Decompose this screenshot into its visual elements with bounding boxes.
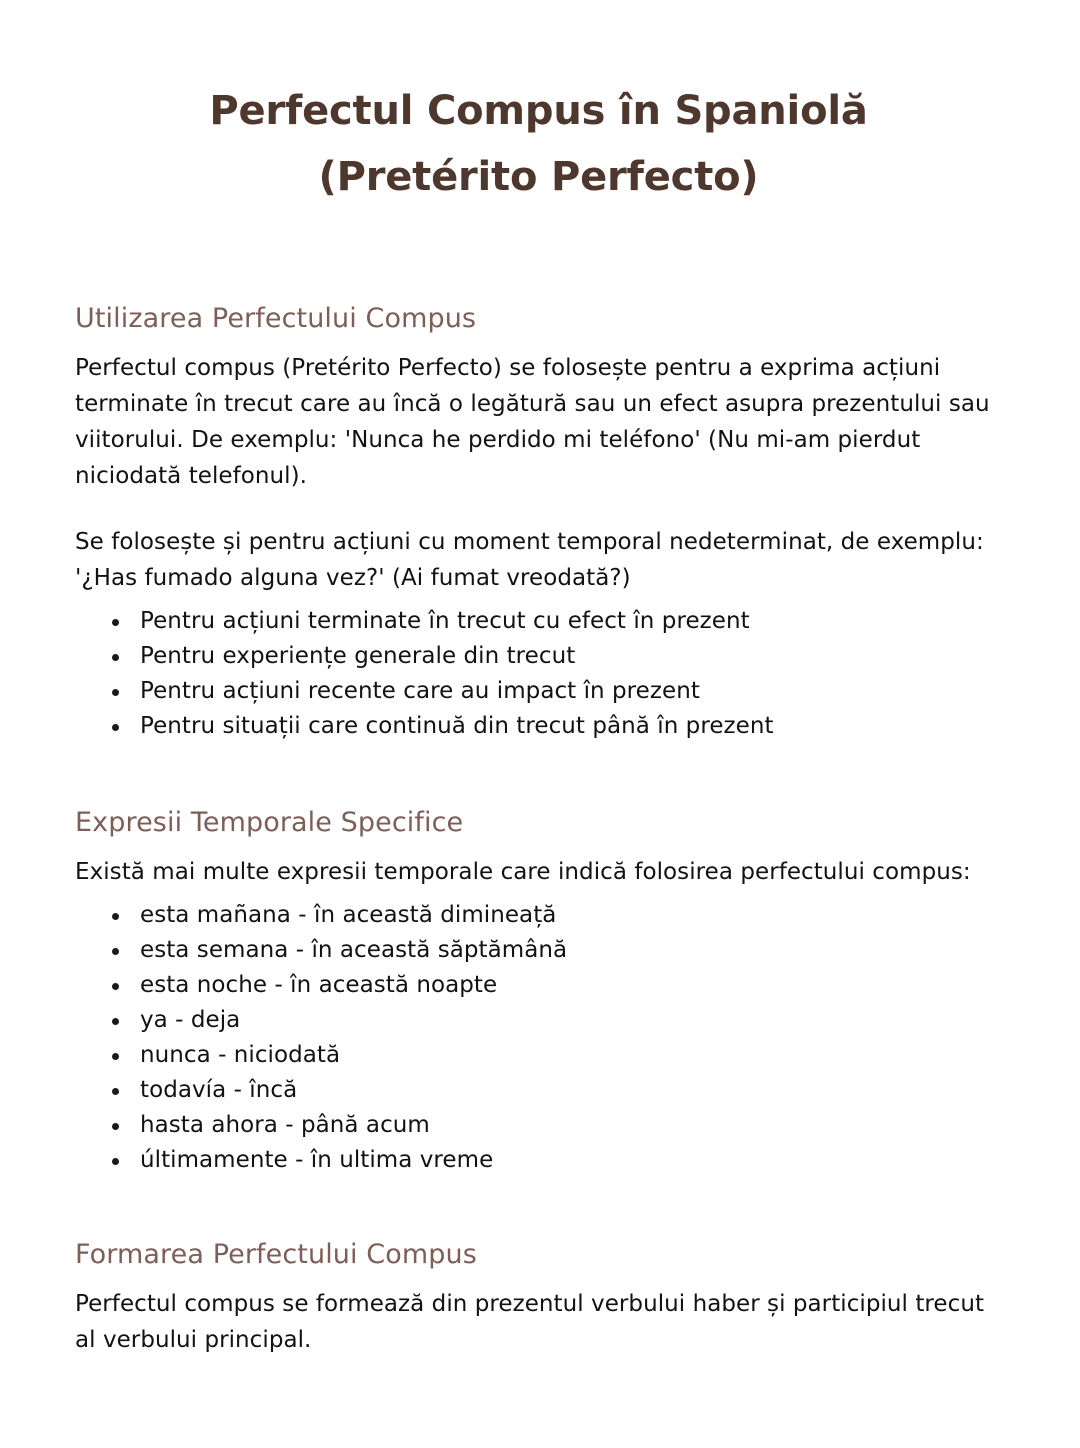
list-item: hasta ahora - până acum bbox=[75, 1108, 1002, 1143]
paragraph: Perfectul compus (Pretérito Perfecto) se folosește pentru a exprima acțiuni terminate în trecut care au încă o legătură sau un efect asupra prezentului sau viitorului. De exemplu: 'Nunca he perdido mi teléfono' (Nu mi-am pierdut niciodată telefonul). bbox=[75, 355, 990, 489]
list-item: esta semana - în această săptămână bbox=[75, 933, 1002, 968]
paragraph: Se folosește și pentru acțiuni cu moment temporal nedeterminat, de exemplu: '¿Has fumado alguna vez?' (Ai fumat vreodată?) bbox=[75, 529, 984, 591]
list-item: Pentru situații care continuă din trecut până în prezent bbox=[75, 709, 1002, 744]
bullet-list-expresii bbox=[75, 898, 1002, 1178]
list-item: Pentru acțiuni terminate în trecut cu efect în prezent bbox=[75, 604, 1002, 639]
paragraph: Există mai multe expresii temporale care indică folosirea perfectului compus: bbox=[75, 859, 971, 885]
list-item: Pentru acțiuni recente care au impact în prezent bbox=[75, 674, 1002, 709]
list-item: Pentru experiențe generale din trecut bbox=[75, 639, 1002, 674]
page-title: Perfectul Compus în Spaniolă (Pretérito Perfecto) bbox=[209, 88, 868, 200]
section-heading-expresii: Expresii Temporale Specifice bbox=[75, 807, 464, 838]
page-bottom-spacer bbox=[75, 1358, 1002, 1448]
section-formarea bbox=[75, 1178, 1002, 1358]
section-heading-utilizarea: Utilizarea Perfectului Compus bbox=[75, 303, 477, 334]
list-item: esta mañana - în această dimineață bbox=[75, 898, 1002, 933]
list-item: ya - deja bbox=[75, 1003, 1002, 1038]
list-item: nunca - niciodată bbox=[75, 1038, 1002, 1073]
section-heading-formarea: Formarea Perfectului Compus bbox=[75, 1239, 477, 1270]
bullet-list-utilizarea bbox=[75, 604, 1002, 744]
list-item: todavía - încă bbox=[75, 1073, 1002, 1108]
section-utilizarea bbox=[75, 210, 1002, 744]
section-expresii bbox=[75, 744, 1002, 1178]
list-item: esta noche - în această noapte bbox=[75, 968, 1002, 1003]
paragraph: Perfectul compus se formează din prezentul verbului haber și participiul trecut al verbului principal. bbox=[75, 1291, 985, 1353]
list-item: últimamente - în ultima vreme bbox=[75, 1143, 1002, 1178]
